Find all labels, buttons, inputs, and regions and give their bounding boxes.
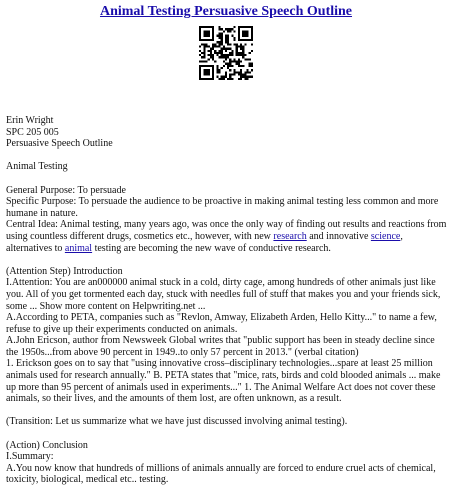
central-idea-text-2: and innovative — [306, 230, 371, 242]
peta-point: A.According to PETA, companies such as "Revlon, Amway, Elizabeth Arden, Hello Kitty..." to name a few, refuse to give up their experiments conducted on animals. — [6, 312, 437, 335]
ericson-point: A.John Ericson, author from Newsweek Global writes that "public support has been in steady decline since the 1950s...from above 90 percent in 1949..to only 57 percent in 2013." (verbal citation) — [6, 335, 435, 358]
document-type-line: Persuasive Speech Outline — [6, 138, 113, 150]
author-line: Erin Wright — [6, 115, 54, 126]
animal-link[interactable]: animal — [64, 242, 93, 254]
ericson-subpoint: 1. Erickson goes on to say that "using innovative cross–disciplinary technologies...spare at least 25 million animals used for research annually." B. PETA states that "mice, rats, birds and cold blooded animals ... make up more than 95 percent of animals used in experiments..." 1. The Animal Welfare Act does not cover these animals, so their lives, and the amounts of them lost, are often unknown, as a result. — [6, 358, 441, 405]
summary-heading: I.Summary: — [6, 451, 54, 463]
qr-code-icon — [199, 26, 253, 80]
conclusion-heading: (Action) Conclusion — [6, 439, 88, 451]
central-idea-text-1: Central Idea: Animal testing, many years ago, was once the only way of finding out results and reactions from using countless different drugs, cosmetics etc., however, with new — [6, 219, 447, 242]
document-body — [6, 115, 448, 486]
science-link[interactable]: science — [370, 230, 401, 242]
central-idea-text-3: , alternatives to — [6, 230, 403, 254]
topic-line: Animal Testing — [6, 161, 68, 173]
general-purpose: General Purpose: To persuade — [6, 184, 126, 196]
transition-line: (Transition: Let us summarize what we have just discussed involving animal testing). — [6, 416, 348, 428]
course-line: SPC 205 005 — [6, 126, 59, 138]
attention-paragraph: I.Attention: You are an000000 animal stuck in a cold, dirty cage, among hundreds of other animals just like you. All of you get tormented each day, stuck with needles full of stuff that makes you and your friends sick, some ... Show more content on Helpwriting.net ... — [6, 277, 441, 312]
specific-purpose: Specific Purpose: To persuade the audience to be proactive in making animal testing less common and more humane in nature. — [6, 196, 439, 219]
summary-point: A.You now know that hundreds of millions of animals annually are forced to endure cruel acts of chemical, toxicity, biological, medical etc.. testing. — [6, 462, 436, 486]
central-idea — [6, 219, 448, 254]
document-title[interactable]: Animal Testing Persuasive Speech Outline — [99, 4, 353, 19]
central-idea-text-4: testing are becoming the new wave of conductive research. — [92, 242, 331, 254]
research-link[interactable]: research — [273, 230, 307, 242]
intro-heading: (Attention Step) Introduction — [6, 265, 123, 277]
